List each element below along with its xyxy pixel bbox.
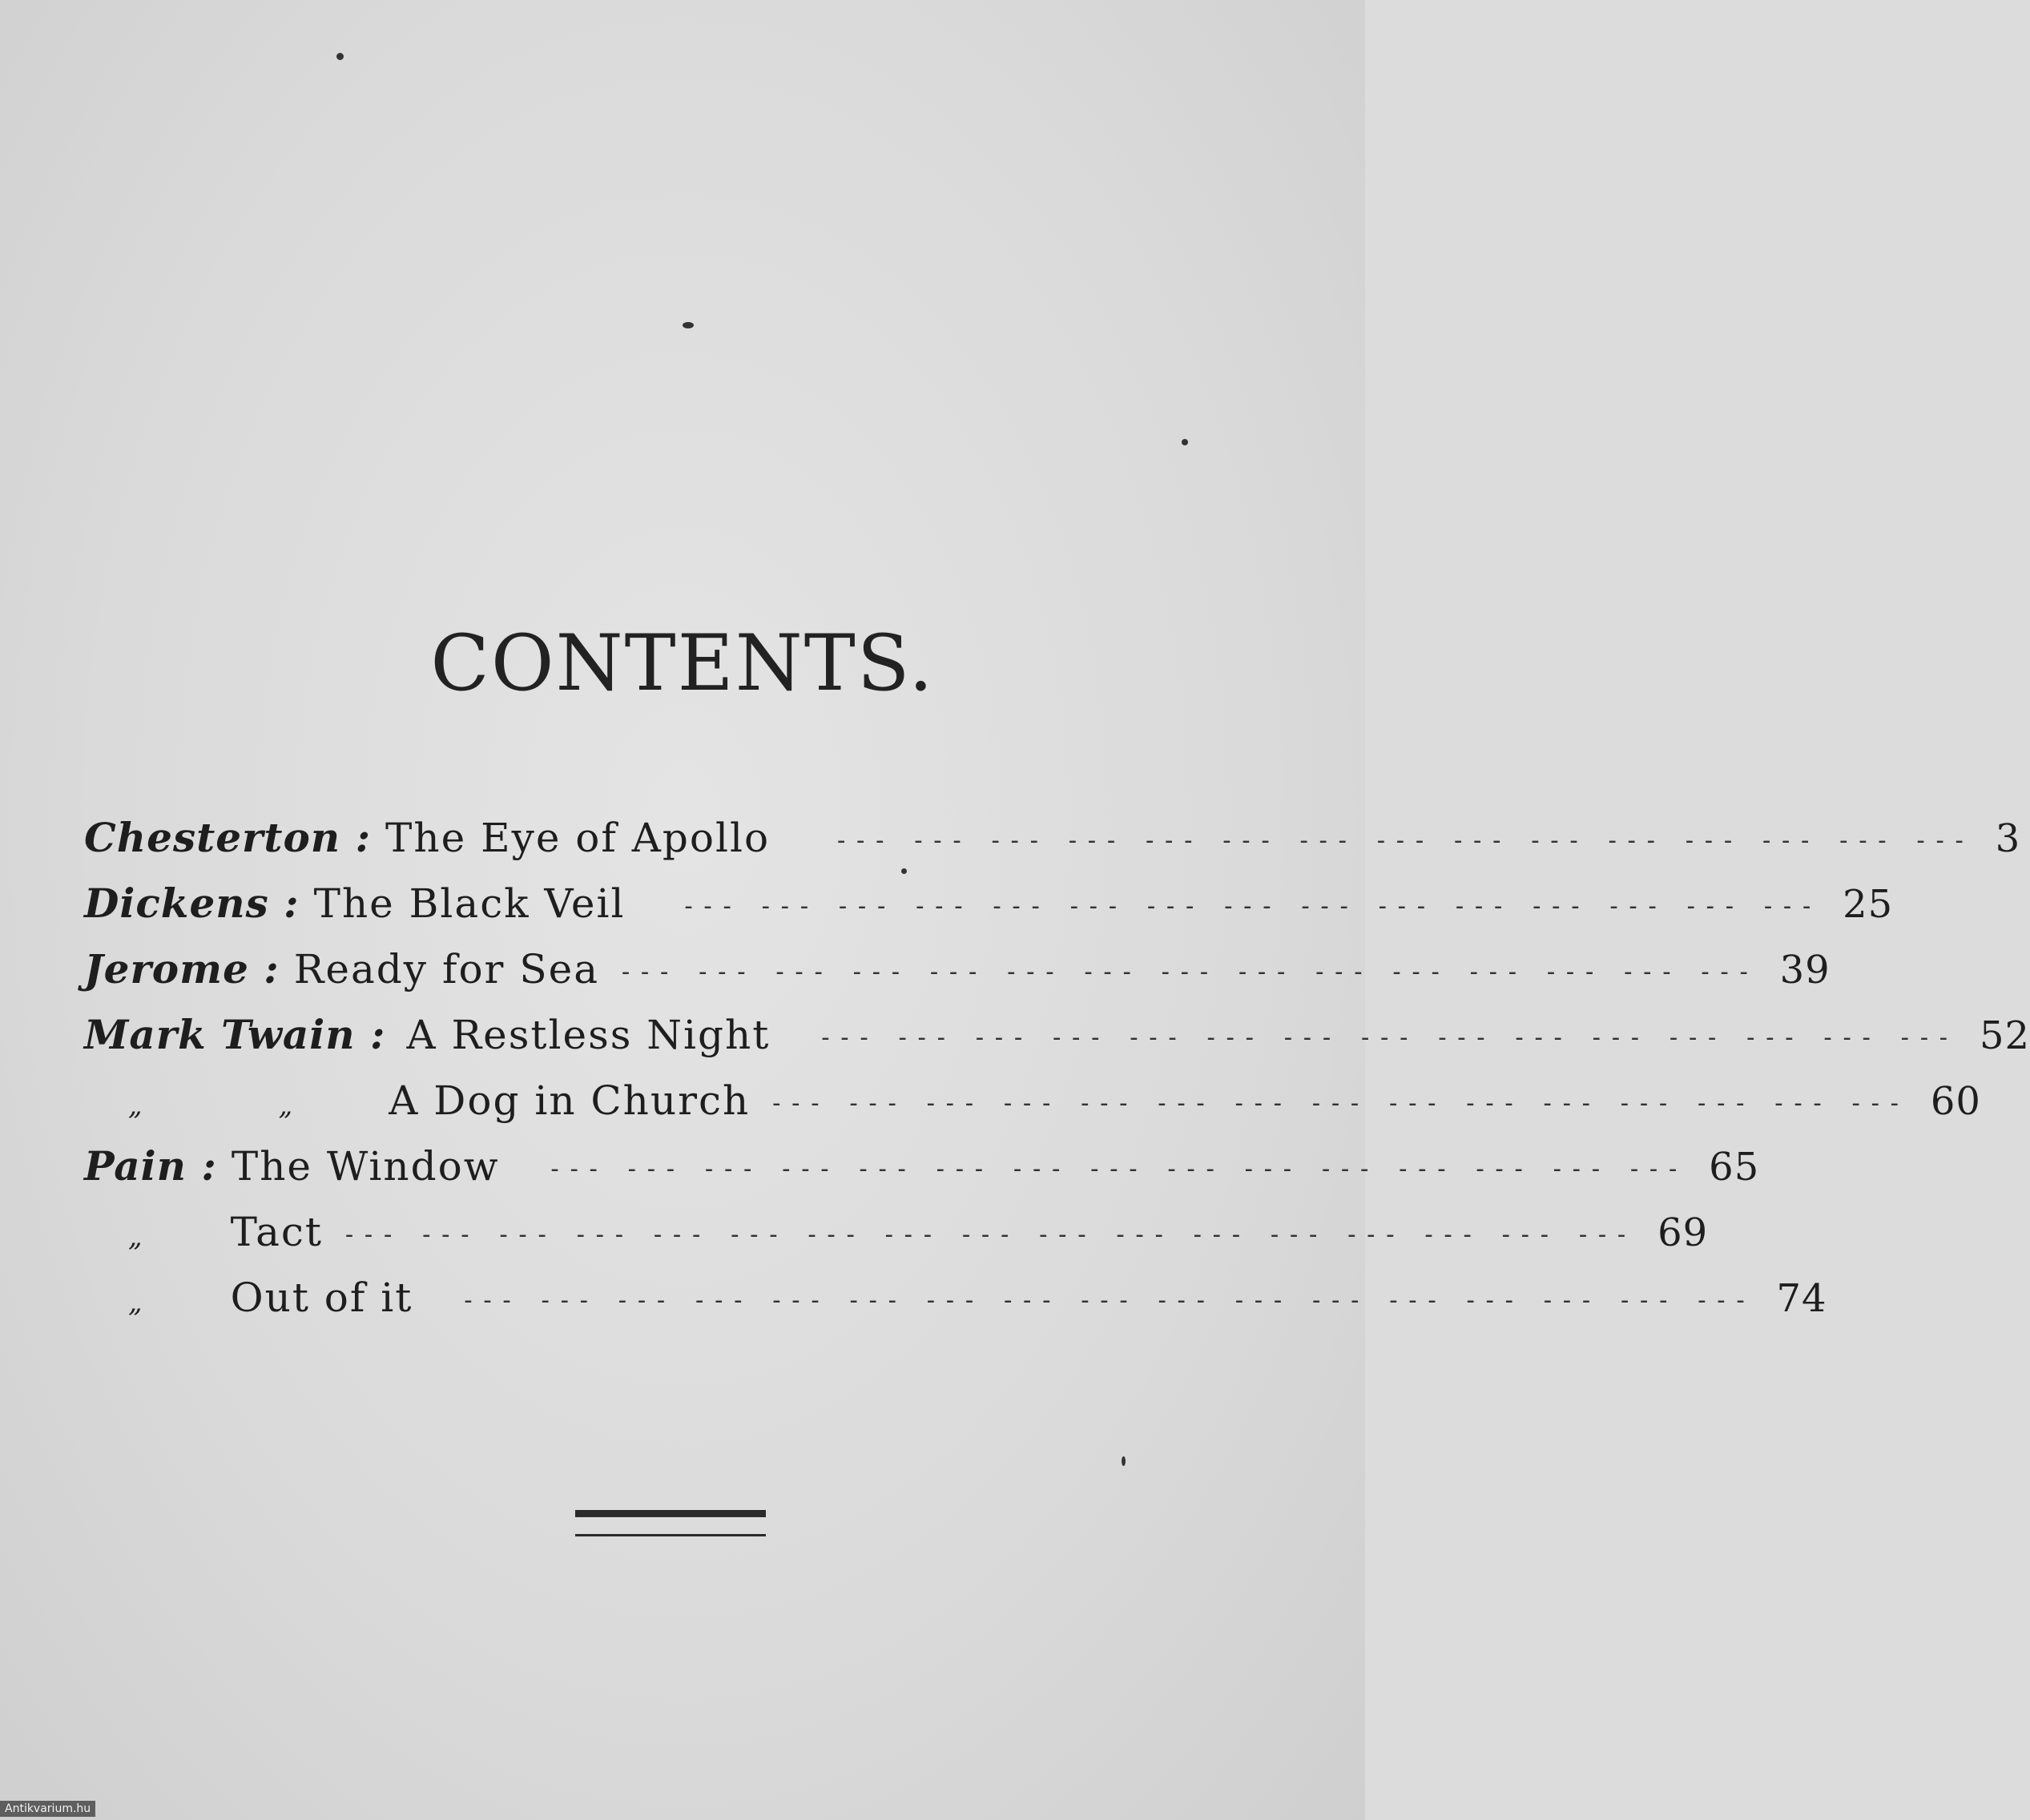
entry-page-number: 69: [1657, 1210, 1709, 1255]
entry-title: A Restless Night: [406, 1012, 771, 1058]
entry-page-number: 65: [1709, 1145, 1760, 1190]
ditto-mark: „: [128, 1286, 143, 1319]
toc-entry: [84, 1002, 2030, 1068]
entry-author: Pain :: [84, 1142, 217, 1190]
entry-author: Mark Twain :: [84, 1011, 386, 1058]
ornament-rule-thin: [575, 1534, 766, 1536]
toc-entry: [84, 1133, 1760, 1199]
entry-title: The Eye of Apollo: [385, 815, 771, 861]
entry-author: Chesterton :: [84, 814, 372, 861]
toc-entry: [84, 1265, 1827, 1331]
dot-leader: --- --- --- --- --- --- --- --- --- --- --- --- --- --- ---: [681, 892, 1819, 920]
page-title: CONTENTS.: [430, 618, 935, 708]
dot-leader: --- --- --- --- --- --- --- --- --- --- --- --- --- --- ---: [547, 1155, 1686, 1183]
toc-entry: [84, 805, 2021, 871]
entry-title: The Window: [231, 1143, 500, 1190]
ditto-mark: „: [128, 1089, 143, 1121]
dot-leader: --- --- --- --- --- --- --- --- --- --- --- --- --- --- ---: [618, 958, 1756, 986]
toc-entry: [84, 1199, 1709, 1265]
paper-speck: [683, 322, 694, 328]
dot-leader: --- --- --- --- --- --- --- --- --- --- --- --- --- --- ---: [769, 1089, 1907, 1117]
entry-title: Tact: [230, 1209, 323, 1255]
entry-title: A Dog in Church: [389, 1077, 751, 1124]
ditto-mark: „: [278, 1089, 293, 1121]
entry-page-number: 25: [1843, 882, 1894, 927]
paper-speck: [1122, 1456, 1126, 1466]
dot-leader: --- --- --- --- --- --- --- --- --- --- --- --- --- --- --- --- ---: [461, 1286, 1753, 1315]
table-of-contents: [84, 805, 2030, 1331]
dot-leader: --- --- --- --- --- --- --- --- --- --- --- --- --- --- --- --- ---: [342, 1221, 1634, 1249]
entry-title: Ready for Sea: [293, 946, 599, 993]
ornament-rule-thick: [575, 1510, 766, 1517]
entry-author: Dickens :: [84, 880, 300, 927]
entry-page-number: 39: [1779, 948, 1831, 993]
entry-page-number: 74: [1776, 1276, 1827, 1321]
toc-entry: [84, 1068, 1981, 1133]
entry-title: Out of it: [230, 1274, 413, 1321]
paper-speck: [1182, 439, 1188, 445]
entry-page-number: 60: [1930, 1079, 1981, 1124]
entry-title: The Black Veil: [313, 880, 626, 927]
paper-speck: [336, 53, 344, 60]
entry-page-number: 3: [1995, 816, 2021, 861]
watermark: Antikvarium.hu: [0, 1801, 95, 1817]
toc-entry: [84, 936, 1831, 1002]
entry-author: Jerome :: [84, 945, 280, 993]
dot-leader: --- --- --- --- --- --- --- --- --- --- --- --- --- --- ---: [818, 1024, 1955, 1052]
dot-leader: --- --- --- --- --- --- --- --- --- --- --- --- --- --- ---: [834, 827, 1972, 855]
ditto-mark: „: [128, 1221, 143, 1253]
toc-entry: [84, 871, 1894, 936]
entry-page-number: 52: [1979, 1013, 2030, 1058]
